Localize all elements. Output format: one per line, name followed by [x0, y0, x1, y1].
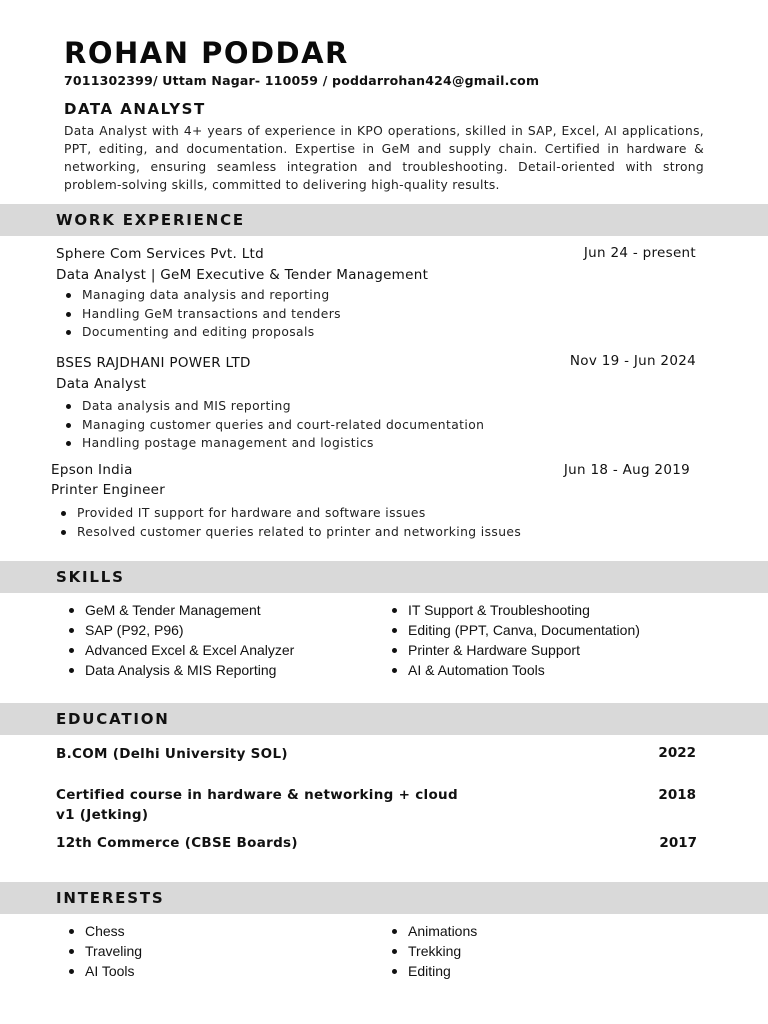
list-item: Data analysis and MIS reporting	[56, 397, 484, 416]
list-item: Documenting and editing proposals	[56, 323, 341, 342]
list-item: Editing (PPT, Canva, Documentation)	[382, 620, 640, 640]
job-dates: Jun 24 - present	[583, 245, 696, 261]
skills-header	[0, 561, 768, 593]
skills-list-right	[382, 600, 640, 680]
job-duties	[51, 504, 521, 541]
list-item: Chess	[59, 921, 142, 941]
job-company: Sphere Com Services Pvt. Ltd	[56, 246, 264, 262]
list-item: Resolved customer queries related to printer and networking issues	[51, 523, 521, 542]
interests-header	[0, 882, 768, 914]
list-item: Handling GeM transactions and tenders	[56, 305, 341, 324]
section-title: INTERESTS	[56, 889, 165, 907]
list-item: Provided IT support for hardware and software issues	[51, 504, 521, 523]
job-dates: Jun 18 - Aug 2019	[563, 462, 690, 478]
section-title: SKILLS	[56, 568, 125, 586]
interests-list-right	[382, 921, 477, 981]
work-experience-header	[0, 204, 768, 236]
section-title: EDUCATION	[56, 710, 170, 728]
job-company: Epson India	[51, 462, 133, 478]
job-duties	[56, 286, 341, 342]
list-item: Handling postage management and logistics	[56, 434, 484, 453]
job-dates: Nov 19 - Jun 2024	[569, 353, 696, 369]
list-item: Managing customer queries and court-related documentation	[56, 416, 484, 435]
list-item: SAP (P92, P96)	[59, 620, 294, 640]
list-item: AI Tools	[59, 961, 142, 981]
job-title: Data Analyst | GeM Executive & Tender Management	[56, 267, 429, 283]
list-item: Editing	[382, 961, 477, 981]
education-year: 2017	[659, 835, 697, 851]
candidate-name: ROHAN PODDAR	[64, 36, 349, 70]
list-item: Managing data analysis and reporting	[56, 286, 341, 305]
education-year: 2018	[658, 787, 696, 803]
list-item: IT Support & Troubleshooting	[382, 600, 640, 620]
list-item: Data Analysis & MIS Reporting	[59, 660, 294, 680]
list-item: Printer & Hardware Support	[382, 640, 640, 660]
education-entry: 12th Commerce (CBSE Boards)	[56, 835, 298, 851]
list-item: Traveling	[59, 941, 142, 961]
list-item: Animations	[382, 921, 477, 941]
contact-line: 7011302399/ Uttam Nagar- 110059 / poddarrohan424@gmail.com	[64, 73, 540, 88]
list-item: GeM & Tender Management	[59, 600, 294, 620]
job-duties	[56, 397, 484, 453]
skills-list-left	[59, 600, 294, 680]
education-year: 2022	[658, 745, 696, 761]
job-company: BSES RAJDHANI POWER LTD	[56, 355, 251, 371]
education-entry: B.COM (Delhi University SOL)	[56, 746, 288, 762]
list-item: AI & Automation Tools	[382, 660, 640, 680]
profile-summary: Data Analyst with 4+ years of experience in KPO operations, skilled in SAP, Excel, AI applications, PPT, editing, and documentation. Expertise in GeM and supply chain. Certified in hardware & networking, ensuring seamless integration and troubleshooting. Detail-oriented with strong problem-solving skills, committed to delivering high-quality results.	[64, 124, 704, 192]
education-entry: Certified course in hardware & networking + cloud v1 (Jetking)	[56, 787, 458, 823]
education-header	[0, 703, 768, 735]
job-title: Printer Engineer	[51, 482, 166, 498]
job-title: Data Analyst	[56, 376, 147, 392]
role-title: DATA ANALYST	[64, 100, 206, 118]
section-title: WORK EXPERIENCE	[56, 211, 245, 229]
list-item: Advanced Excel & Excel Analyzer	[59, 640, 294, 660]
interests-list-left	[59, 921, 142, 981]
list-item: Trekking	[382, 941, 477, 961]
